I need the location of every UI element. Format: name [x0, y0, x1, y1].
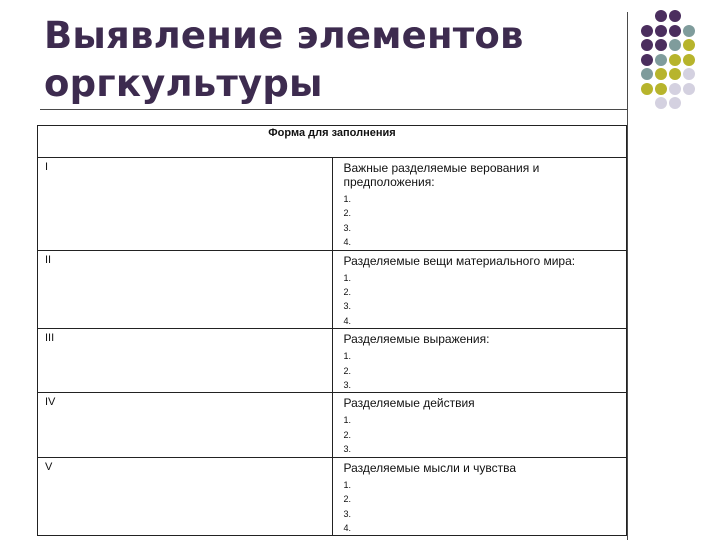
decorative-dot — [683, 25, 695, 37]
list-item: 3. — [343, 222, 352, 233]
row-number: I — [38, 158, 333, 251]
list-item: 1. — [343, 479, 352, 490]
list-item: 4. — [343, 315, 352, 326]
list-item: 2. — [343, 365, 352, 376]
list-item: 4. — [343, 522, 352, 533]
row-number: V — [38, 457, 333, 536]
row-heading: Разделяемые действия — [343, 396, 475, 411]
row-item-list — [344, 413, 627, 456]
decorative-dot — [669, 25, 681, 37]
decorative-dot — [641, 54, 653, 66]
list-item: 3. — [343, 444, 352, 455]
list-item: 2. — [343, 208, 352, 219]
form-header-row — [38, 126, 627, 158]
list-item: 1. — [343, 272, 352, 283]
form-header: Форма для заполнения — [38, 126, 627, 158]
decorative-dot — [669, 97, 681, 109]
list-item: 3. — [343, 508, 352, 519]
decorative-dot — [641, 83, 653, 95]
form-row — [38, 158, 627, 251]
decorative-dot — [641, 68, 653, 80]
slide-title — [44, 12, 604, 108]
decorative-dot — [641, 25, 653, 37]
row-content — [332, 457, 627, 536]
decorative-dot — [669, 83, 681, 95]
row-item-list — [344, 271, 627, 329]
list-item: 4. — [343, 237, 352, 248]
horizontal-divider — [40, 109, 628, 110]
decorative-dot — [683, 68, 695, 80]
decorative-dot — [669, 68, 681, 80]
slide-title-line-1: Выявление элементов — [44, 14, 524, 57]
row-content — [332, 393, 627, 457]
slide-title-line-2: оргкультуры — [44, 62, 323, 105]
form-row — [38, 329, 627, 393]
row-heading: Разделяемые выражения: — [343, 332, 490, 347]
decorative-dot — [655, 25, 667, 37]
decorative-dot — [683, 39, 695, 51]
row-heading: Важные разделяемые верования и предположения: — [343, 161, 540, 189]
list-item: 3. — [343, 301, 352, 312]
decorative-dot — [655, 83, 667, 95]
row-number: III — [38, 329, 333, 393]
decorative-dot — [669, 10, 681, 22]
vertical-divider — [627, 12, 628, 540]
decorative-dot — [683, 54, 695, 66]
row-heading: Разделяемые вещи материального мира: — [343, 253, 576, 268]
decorative-dot — [655, 10, 667, 22]
form-row — [38, 250, 627, 329]
decorative-dot — [641, 39, 653, 51]
list-item: 2. — [343, 287, 352, 298]
row-item-list — [344, 478, 627, 536]
row-content — [332, 158, 627, 251]
list-item: 3. — [343, 380, 352, 391]
row-item-list — [344, 192, 627, 250]
list-item: 1. — [343, 415, 352, 426]
form-row — [38, 393, 627, 457]
list-item: 2. — [343, 429, 352, 440]
decorative-dot — [655, 39, 667, 51]
decorative-dot — [655, 97, 667, 109]
row-item-list — [344, 349, 627, 392]
decorative-dot — [669, 39, 681, 51]
list-item: 1. — [343, 194, 352, 204]
form-table — [37, 125, 627, 536]
decorative-dot — [655, 68, 667, 80]
decorative-dot — [683, 83, 695, 95]
row-content — [332, 250, 627, 329]
list-item: 1. — [343, 351, 352, 362]
row-number: II — [38, 250, 333, 329]
row-number: IV — [38, 393, 333, 457]
decorative-dot — [669, 54, 681, 66]
form-row — [38, 457, 627, 536]
row-content — [332, 329, 627, 393]
row-heading: Разделяемые мысли и чувства — [343, 460, 517, 475]
list-item: 2. — [343, 494, 352, 505]
decorative-dot — [655, 54, 667, 66]
